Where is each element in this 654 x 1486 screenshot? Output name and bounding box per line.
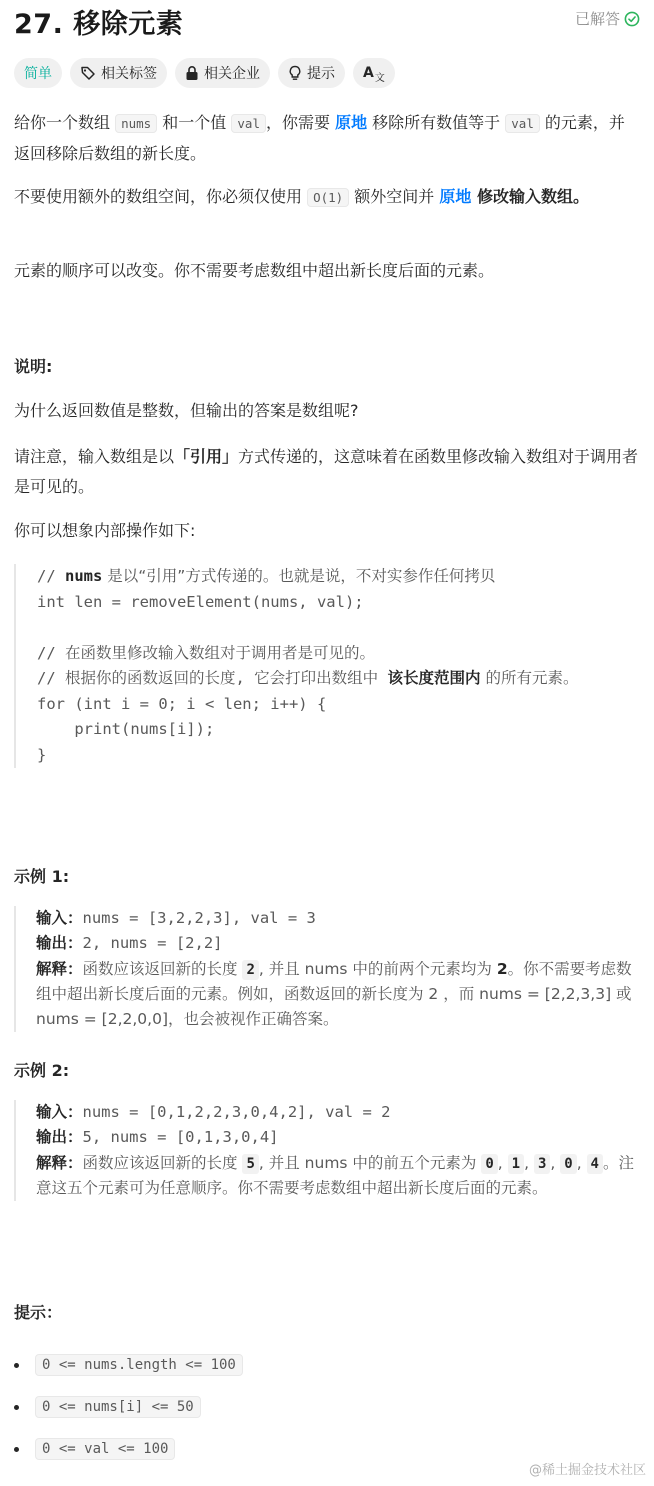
difficulty-label: 简单 <box>24 66 52 82</box>
value-chip: 5 <box>242 1154 258 1174</box>
example1-block: 输入：nums = [3,2,2,3], val = 3 输出：2, nums = [2,2] 解释：函数应该返回新的长度 2 , 并且 nums 中的前两个元素均为 2。你不需要考虑数组中超出新长度后面的元素。例如，函数返回的新长度为 2 ，而 nums = [2,2,3,3] 或 nums = [2,2,0,0]，也会被视作正确答案。 <box>14 906 640 1032</box>
description-p1: 给你一个数组 nums 和一个值 val ，你需要 原地 移除所有数值等于 val 的元素，并返回移除后数组的新长度。 <box>14 113 625 163</box>
related-tags-button[interactable] <box>70 58 167 88</box>
list-item <box>14 1344 243 1386</box>
hint-button[interactable] <box>278 58 345 88</box>
value-chip: 0 <box>481 1154 497 1174</box>
example1-heading: 示例 1: <box>14 867 70 886</box>
explanation-heading: 说明: <box>14 357 53 376</box>
check-circle-icon <box>624 11 640 27</box>
constraint-code: 0 <= val <= 100 <box>35 1438 175 1460</box>
constraints-heading: 提示： <box>14 1303 63 1322</box>
code-block: // nums 是以“引用”方式传递的。也就是说，不对实参作任何拷贝 int len = removeElement(nums, val); // 在函数里修改输入数组对于调用者是可见的。 // 根据你的函数返回的长度, 它会打印出数组中 该长度范围内 的所有元素。 for (int i = 0; i < len; i++) { print(nums[i]); } <box>14 564 640 768</box>
lock-icon <box>185 65 199 81</box>
lightbulb-icon <box>288 65 302 81</box>
translate-icon-sub: 文 <box>374 72 385 84</box>
difficulty-badge[interactable] <box>14 58 62 88</box>
related-companies-button[interactable] <box>175 58 270 88</box>
translate-button[interactable] <box>353 58 395 88</box>
value-chip: 0 <box>560 1154 576 1174</box>
explanation-p2: 你可以想象内部操作如下: <box>14 521 196 540</box>
description-p3: 元素的顺序可以改变。你不需要考虑数组中超出新长度后面的元素。 <box>14 261 495 280</box>
hint-label: 提示 <box>307 66 335 82</box>
value-chip: 2 <box>242 960 258 980</box>
list-item <box>14 1428 243 1470</box>
value-chip: 1 <box>508 1154 524 1174</box>
highlight-in-place: 原地 <box>335 113 368 132</box>
inline-code: val <box>505 114 540 133</box>
solved-label: 已解答 <box>574 10 620 28</box>
explanation-question: 为什么返回数值是整数，但输出的答案是数组呢? <box>14 401 359 420</box>
watermark: @稀土掘金技术社区 <box>528 1463 646 1478</box>
inline-code: O(1) <box>307 188 349 207</box>
description-p2: 不要使用额外的数组空间，你必须仅使用 O(1) 额外空间并 原地 修改输入数组。 <box>14 187 589 206</box>
translate-icon: A <box>363 65 374 81</box>
value-chip: 4 <box>587 1154 603 1174</box>
highlight-in-place: 原地 <box>439 187 472 206</box>
inline-code: val <box>231 114 266 133</box>
solved-status <box>575 8 640 29</box>
explanation-p1: 请注意，输入数组是以「引用」方式传递的，这意味着在函数里修改输入数组对于调用者是可见的。 <box>14 447 639 496</box>
constraint-code: 0 <= nums.length <= 100 <box>35 1354 243 1376</box>
constraints-list <box>14 1344 243 1470</box>
tag-icon <box>80 65 96 81</box>
example2-heading: 示例 2: <box>14 1061 70 1080</box>
related-tags-label: 相关标签 <box>101 66 157 82</box>
value-chip: 3 <box>534 1154 550 1174</box>
tag-bar <box>14 58 395 88</box>
list-item <box>14 1386 243 1428</box>
inline-code: nums <box>115 114 157 133</box>
example2-block: 输入：nums = [0,1,2,2,3,0,4,2], val = 2 输出：5, nums = [0,1,3,0,4] 解释：函数应该返回新的长度 5 , 并且 nums 中的前五个元素为 0 , 1 , 3 , 0 , 4 。注意这五个元素可为任意顺序。你不需要考虑数组中超出新长度后面的元素。 <box>14 1100 640 1201</box>
page-title: 27. 移除元素 <box>14 9 184 40</box>
related-companies-label: 相关企业 <box>204 66 260 82</box>
constraint-code: 0 <= nums[i] <= 50 <box>35 1396 201 1418</box>
